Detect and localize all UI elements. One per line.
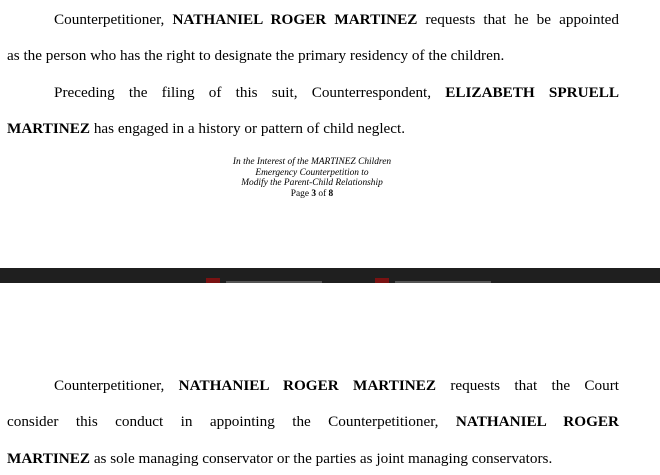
text-run: Preceding the filing of this suit, Counterrespondent,: [54, 84, 446, 101]
page-number: [0, 189, 624, 200]
footer-document-title: Emergency Counterpetition to: [255, 167, 369, 178]
footer-document-subtitle: Modify the Parent-Child Relationship: [241, 178, 383, 189]
paragraph-neglect-line-2: [7, 120, 619, 138]
document-page-lower: [0, 283, 660, 475]
page-number-total: 8: [328, 188, 334, 199]
party-name-counterpetitioner: NATHANIEL ROGER: [455, 413, 619, 430]
page-number-prefix: Page: [290, 188, 312, 199]
page-separator: [0, 268, 660, 283]
text-run: as sole managing conservator or the parties as joint managing conservators.: [90, 450, 553, 467]
footer-case-title: In the Interest of the MARTINEZ Children: [232, 157, 392, 167]
text-run: has engaged in a history or pattern of child neglect.: [90, 120, 406, 137]
text-run: Counterpetitioner,: [54, 377, 179, 394]
text-run: consider this conduct in appointing the Counterpetitioner,: [7, 413, 456, 430]
paragraph-neglect-line-1: [54, 84, 619, 102]
party-name-counterpetitioner-surname: MARTINEZ: [7, 450, 91, 467]
party-name-counterrespondent: ELIZABETH SPRUELL: [445, 84, 619, 101]
text-run: requests that he be appointed: [417, 11, 620, 28]
party-name-counterpetitioner: NATHANIEL ROGER MARTINEZ: [172, 11, 418, 28]
page-number-current: 3: [311, 188, 317, 199]
text-run: Counterpetitioner,: [54, 11, 173, 28]
paragraph-appointment-line-2: as the person who has the right to designate the primary residency of the children.: [7, 47, 505, 64]
page-number-separator: of: [316, 188, 329, 199]
text-run: requests that the Court: [436, 377, 619, 394]
page-footer: [0, 157, 624, 199]
paragraph-conservator-line-3: [7, 450, 619, 468]
paragraph-appointment-line-1: [54, 11, 619, 29]
party-name-counterrespondent-surname: MARTINEZ: [7, 120, 91, 137]
paragraph-conservator-line-2: [7, 413, 619, 431]
party-name-counterpetitioner: NATHANIEL ROGER MARTINEZ: [178, 377, 436, 394]
paragraph-conservator-line-1: [54, 377, 619, 395]
